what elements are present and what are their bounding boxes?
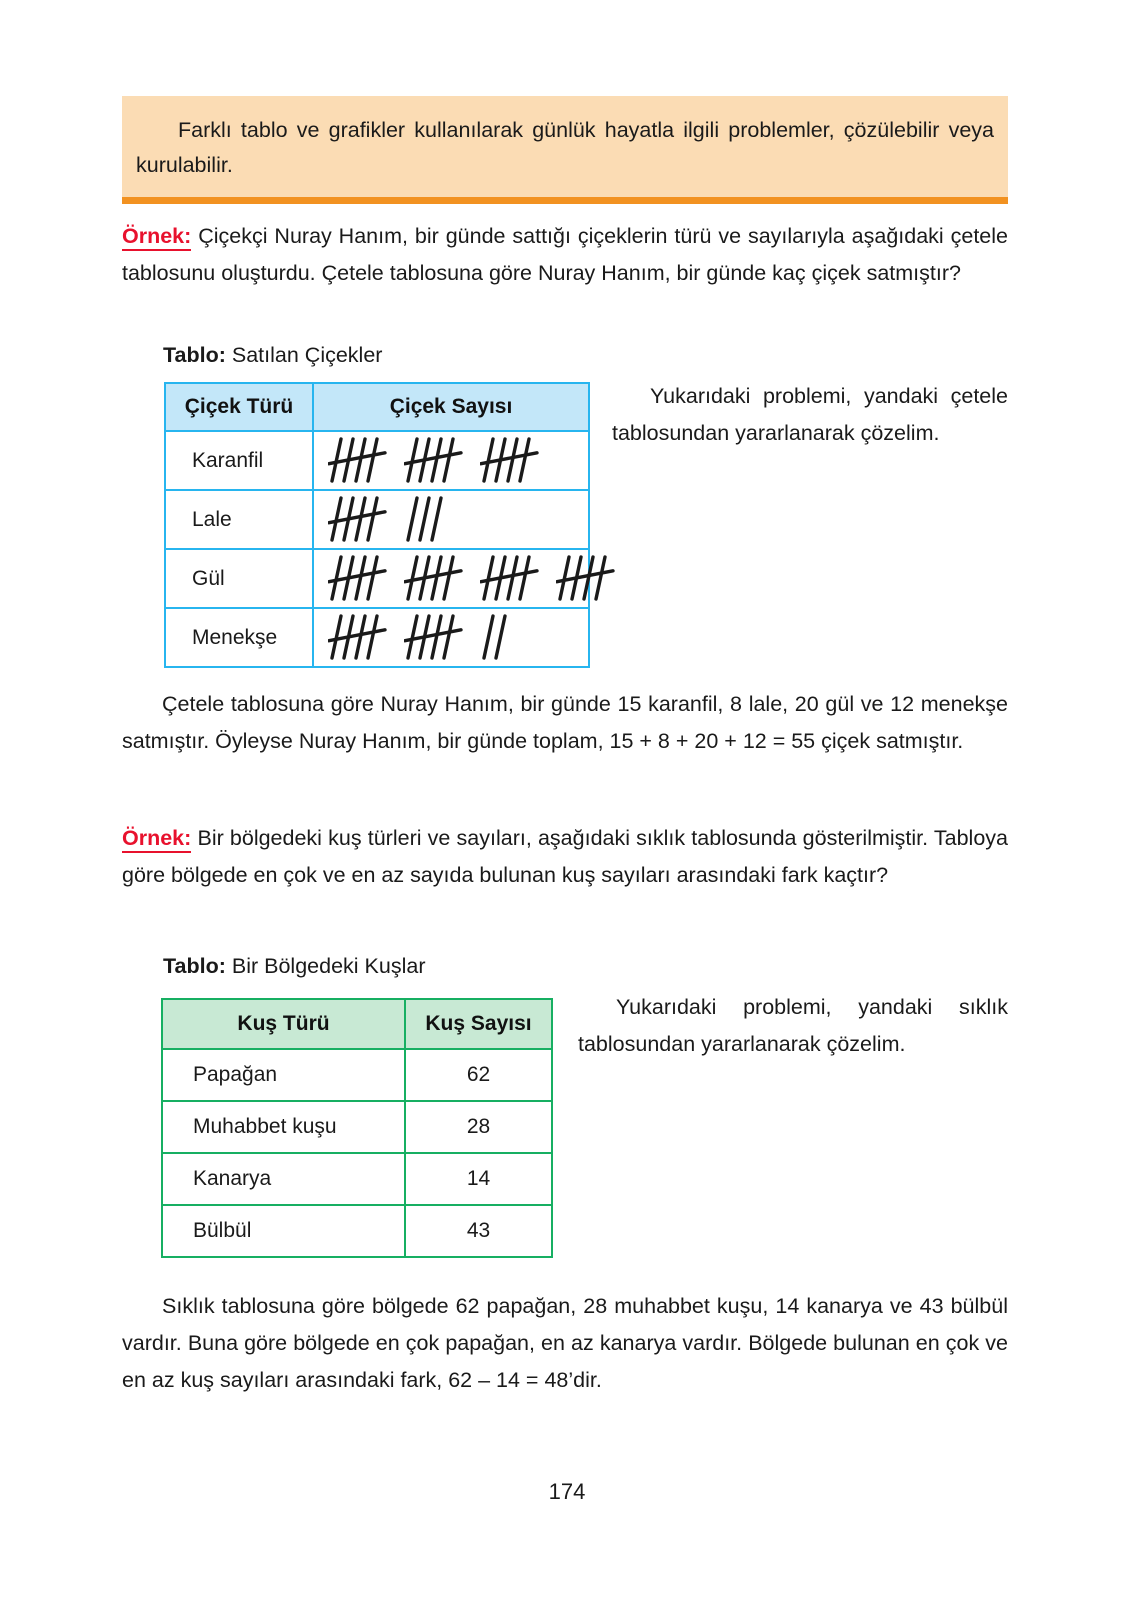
table1-caption-prefix: Tablo: bbox=[163, 343, 226, 367]
table-row bbox=[162, 1205, 552, 1257]
example2-statement bbox=[122, 820, 1008, 894]
freq-row-count: 43 bbox=[405, 1205, 552, 1257]
tally-group-of-five bbox=[328, 436, 387, 485]
tally-group-of-five bbox=[328, 613, 387, 662]
tally-row-marks bbox=[313, 549, 589, 608]
table-header-row bbox=[165, 383, 589, 431]
table-row bbox=[165, 549, 589, 608]
tally-group-of-five bbox=[480, 554, 539, 603]
tally-row-type: Gül bbox=[165, 549, 313, 608]
tally-table bbox=[164, 382, 590, 668]
freq-header-count: Kuş Sayısı bbox=[405, 999, 552, 1049]
example1-statement bbox=[122, 218, 1008, 292]
example2-statement-text: Bir bölgedeki kuş türleri ve sayıları, aşağıdaki sıklık tablosunda gösterilmiştir. Tabloya göre bölgede en çok ve en az sayıda bulunan kuş sayıları arasındaki fark kaçtır? bbox=[122, 826, 1008, 887]
table-row bbox=[165, 490, 589, 549]
tally-group-of-five bbox=[404, 613, 463, 662]
freq-row-count: 62 bbox=[405, 1049, 552, 1101]
tally-row-type: Karanfil bbox=[165, 431, 313, 490]
table-row bbox=[162, 1101, 552, 1153]
tally-table-body bbox=[165, 431, 589, 667]
tally-singles bbox=[480, 613, 515, 662]
tally-singles bbox=[404, 495, 451, 544]
page-number: 174 bbox=[548, 1479, 586, 1504]
tally-group-of-five bbox=[404, 436, 463, 485]
table-row bbox=[162, 1153, 552, 1205]
table-row bbox=[162, 1049, 552, 1101]
freq-header-type: Kuş Türü bbox=[162, 999, 405, 1049]
objective-text: Farklı tablo ve grafikler kullanılarak günlük hayatla ilgili problemler, çözülebilir veya kurulabilir. bbox=[136, 118, 994, 177]
example2-solution: Sıklık tablosuna göre bölgede 62 papağan, 28 muhabbet kuşu, 14 kanarya ve 43 bülbül vardır. Buna göre bölgede en çok papağan, en az kanarya vardır. Bölgede bulunan en çok ve en az kuş sayıları arasındaki fark, 62 – 14 = 48’dir. bbox=[122, 1294, 1008, 1392]
example1-statement-text: Çiçekçi Nuray Hanım, bir günde sattığı çiçeklerin türü ve sayılarıyla aşağıdaki çetele tablosunu oluşturdu. Çetele tablosuna göre Nuray Hanım, bir günde kaç çiçek satmıştır? bbox=[122, 224, 1008, 285]
tally-group-of-five bbox=[328, 495, 387, 544]
freq-row-type: Muhabbet kuşu bbox=[162, 1101, 405, 1153]
tally-header-type: Çiçek Türü bbox=[165, 383, 313, 431]
freq-row-count: 14 bbox=[405, 1153, 552, 1205]
tally-header-count: Çiçek Sayısı bbox=[313, 383, 589, 431]
tally-group-of-five bbox=[480, 436, 539, 485]
table-row bbox=[165, 608, 589, 667]
tally-row-marks bbox=[313, 608, 589, 667]
table2-caption-prefix: Tablo: bbox=[163, 954, 226, 978]
table1-caption-text: Satılan Çiçekler bbox=[225, 343, 383, 367]
objective-box bbox=[122, 96, 1008, 204]
tally-group-of-five bbox=[556, 554, 615, 603]
frequency-table bbox=[161, 998, 553, 1258]
ornek-label-2: Örnek: bbox=[122, 826, 191, 853]
freq-row-count: 28 bbox=[405, 1101, 552, 1153]
freq-row-type: Kanarya bbox=[162, 1153, 405, 1205]
table-header-row bbox=[162, 999, 552, 1049]
tally-row-type: Lale bbox=[165, 490, 313, 549]
tally-row-marks bbox=[313, 431, 589, 490]
tally-group-of-five bbox=[328, 554, 387, 603]
example1-sidenote: Yukarıdaki problemi, yandaki çetele tablosundan yararlanarak çözelim. bbox=[612, 384, 1008, 445]
table1-caption bbox=[163, 343, 382, 368]
table-row bbox=[165, 431, 589, 490]
table2-caption-text: Bir Bölgedeki Kuşlar bbox=[225, 954, 426, 978]
ornek-label-1: Örnek: bbox=[122, 224, 191, 251]
freq-row-type: Bülbül bbox=[162, 1205, 405, 1257]
example2-sidenote: Yukarıdaki problemi, yandaki sıklık tablosundan yararlanarak çözelim. bbox=[578, 995, 1008, 1056]
freq-row-type: Papağan bbox=[162, 1049, 405, 1101]
tally-row-type: Menekşe bbox=[165, 608, 313, 667]
example1-solution: Çetele tablosuna göre Nuray Hanım, bir günde 15 karanfil, 8 lale, 20 gül ve 12 menekşe satmıştır. Öyleyse Nuray Hanım, bir günde toplam, 15 + 8 + 20 + 12 = 55 çiçek satmıştır. bbox=[122, 692, 1008, 753]
table2-caption bbox=[163, 954, 425, 979]
tally-group-of-five bbox=[404, 554, 463, 603]
tally-row-marks bbox=[313, 490, 589, 549]
frequency-table-body bbox=[162, 1049, 552, 1257]
